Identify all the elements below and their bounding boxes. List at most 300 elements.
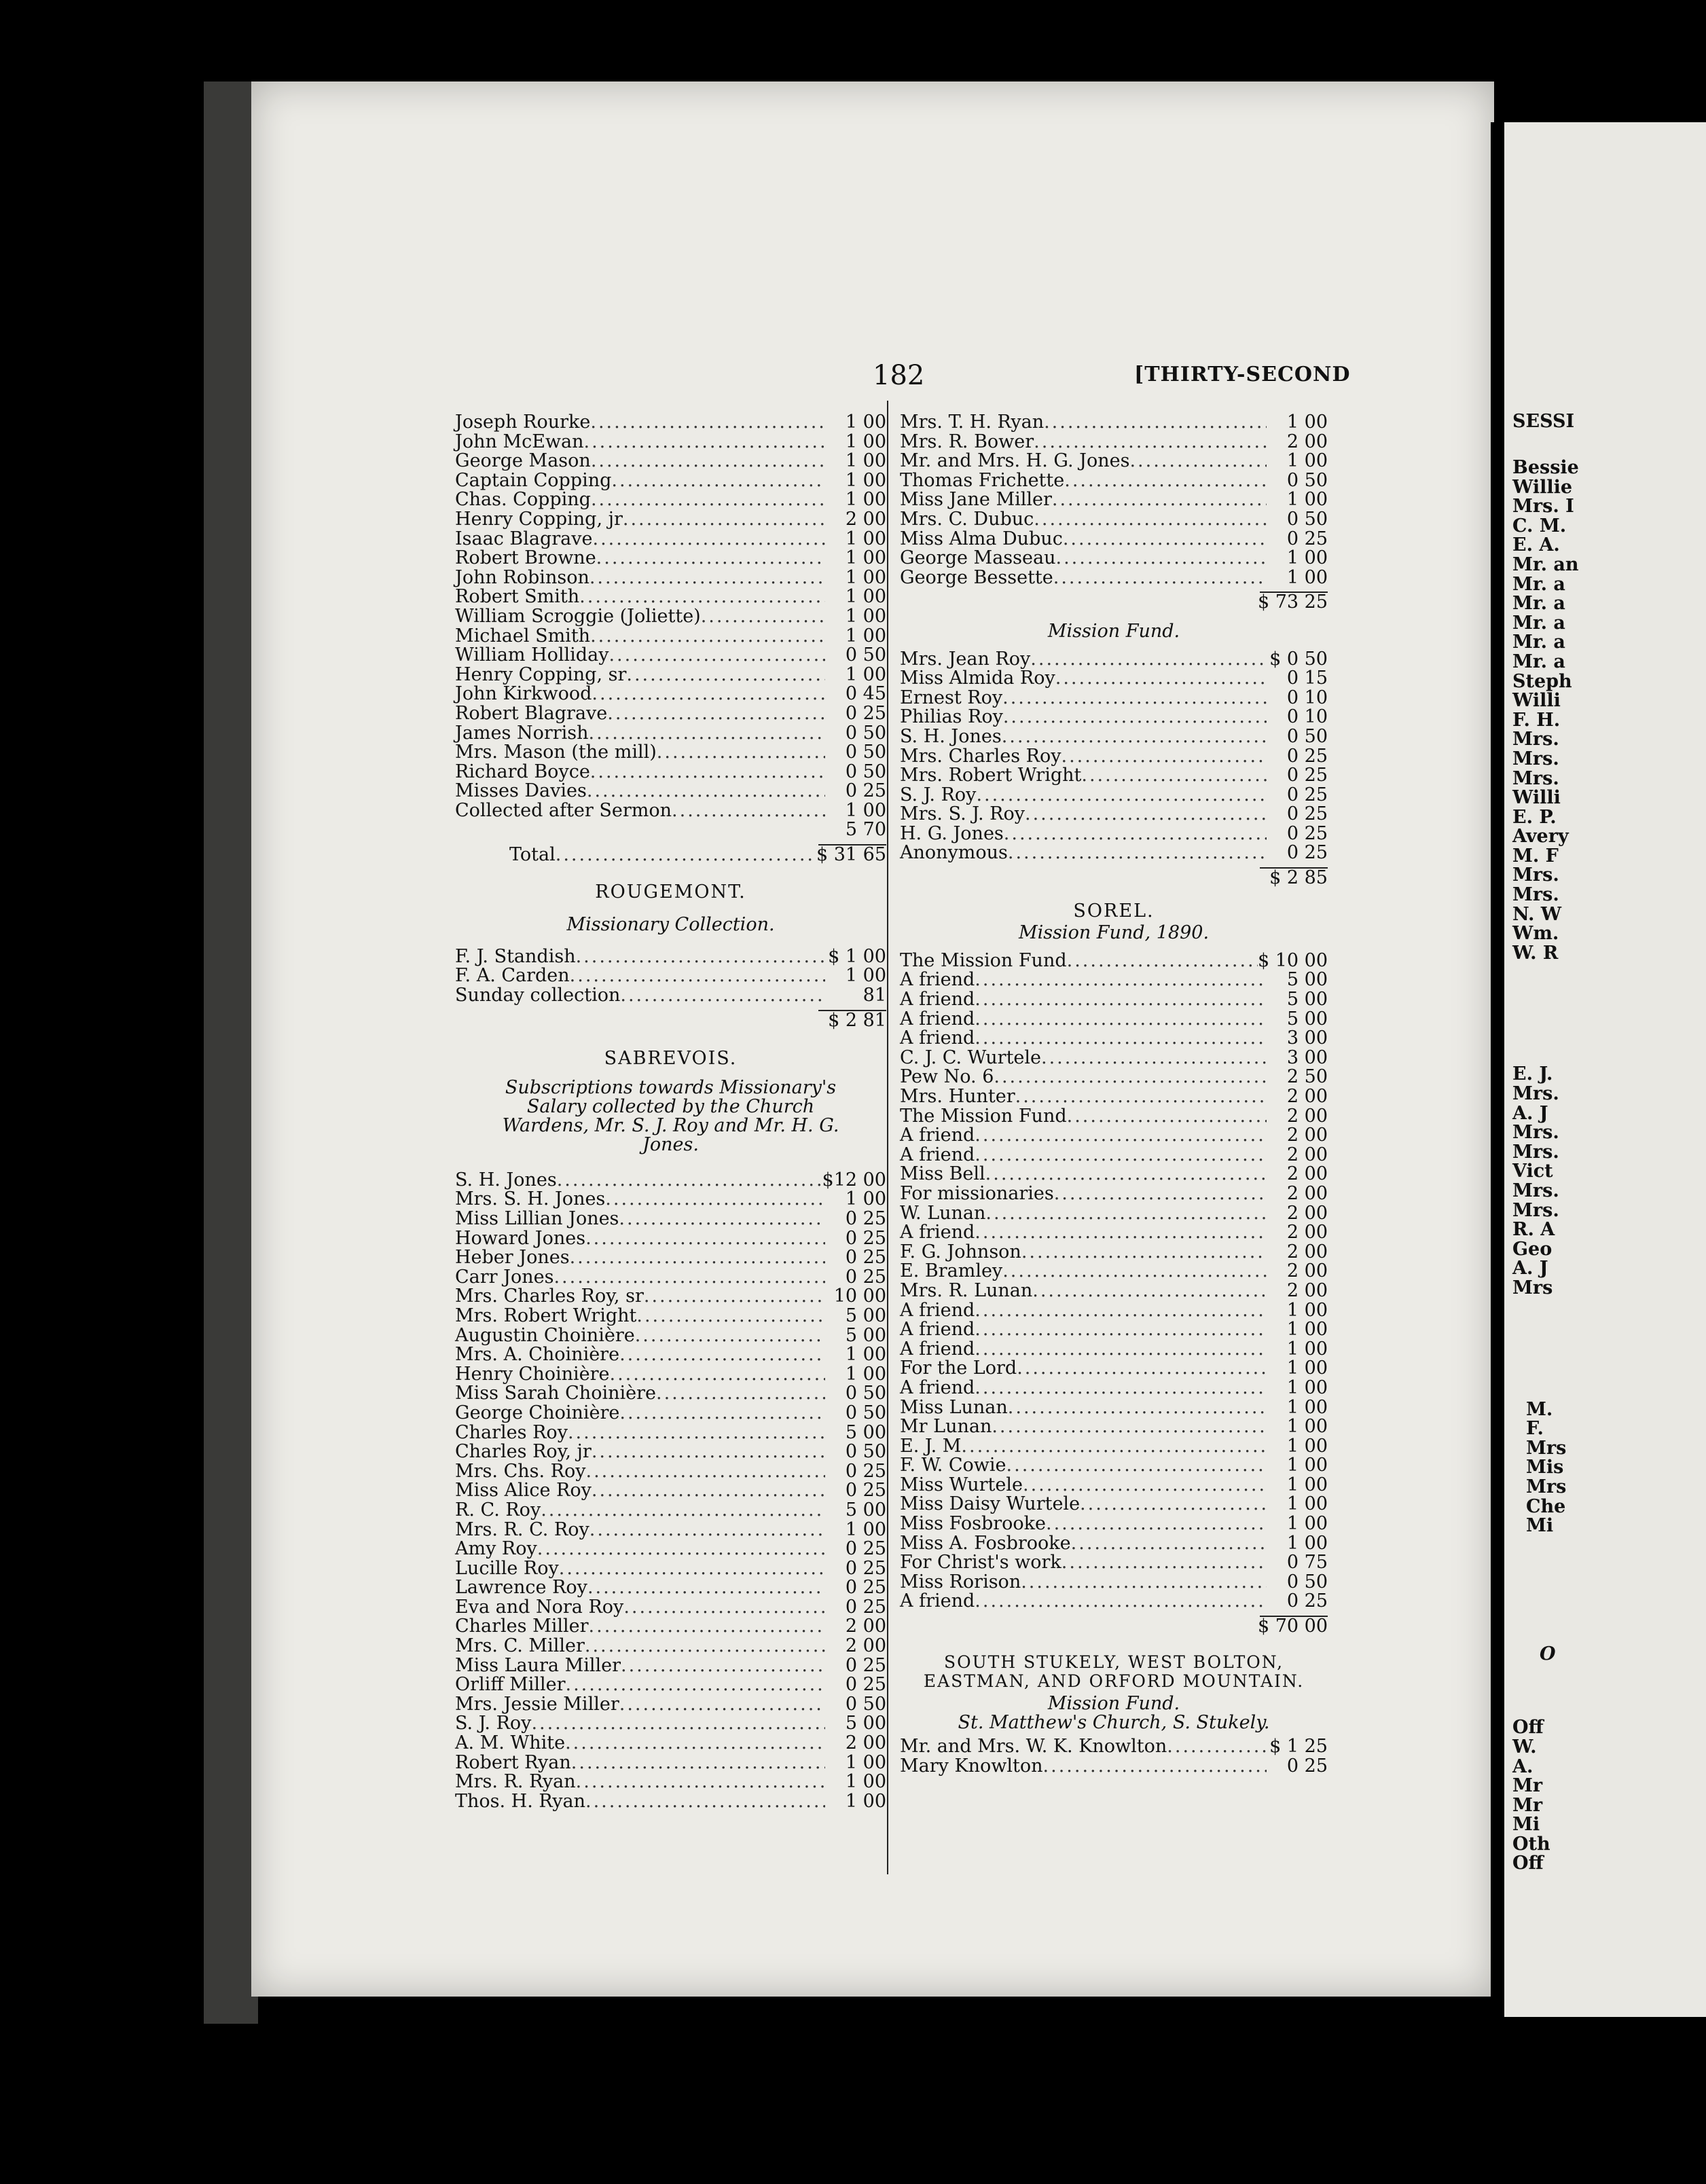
list-item bbox=[455, 1675, 886, 1695]
donor-name: Mr. and Mrs. W. K. Knowlton bbox=[900, 1736, 1167, 1757]
donation-amount: 0 25 bbox=[845, 1480, 886, 1502]
donor-name: Lucille Roy bbox=[455, 1557, 559, 1579]
list-item bbox=[455, 1695, 886, 1715]
donor-name: William Scroggie (Joliette) bbox=[455, 605, 701, 627]
donor-name: The Mission Fund bbox=[900, 949, 1067, 971]
donor-list-1 bbox=[455, 413, 886, 840]
list-item bbox=[900, 669, 1328, 689]
facing-fragment: Mr bbox=[1512, 1775, 1543, 1797]
list-item bbox=[900, 1087, 1328, 1107]
donor-name: Robert Smith bbox=[455, 586, 580, 608]
sabrevois-list bbox=[455, 1171, 886, 1812]
list-item bbox=[900, 1340, 1328, 1360]
facing-fragment: R. A bbox=[1512, 1219, 1555, 1241]
list-item bbox=[455, 1442, 886, 1462]
mission-fund-heading: Mission Fund. bbox=[1047, 620, 1180, 642]
donor-name: Augustin Choinière bbox=[455, 1324, 635, 1346]
donation-amount: 1 00 bbox=[1286, 1377, 1328, 1398]
column-divider bbox=[887, 401, 888, 1874]
donation-amount: $ 1 25 bbox=[1269, 1736, 1328, 1757]
list-item bbox=[455, 724, 886, 744]
mission-fund-list bbox=[900, 650, 1328, 864]
donor-name: The Mission Fund bbox=[900, 1105, 1067, 1127]
donation-amount: 5 00 bbox=[845, 1324, 886, 1346]
donor-name: Miss Fosbrooke bbox=[900, 1513, 1046, 1535]
donation-amount: 1 00 bbox=[1286, 1435, 1328, 1457]
donor-name: A friend bbox=[900, 1008, 975, 1030]
facing-fragment: Mrs. bbox=[1512, 864, 1559, 886]
list-item bbox=[900, 1010, 1328, 1030]
list-item bbox=[900, 689, 1328, 708]
donation-amount: $ 1 00 bbox=[828, 945, 886, 967]
donor-name: Miss Wurtele bbox=[900, 1474, 1023, 1495]
list-item bbox=[900, 1107, 1328, 1127]
list-item bbox=[455, 782, 886, 801]
list-item bbox=[900, 843, 1328, 863]
donation-amount: 0 25 bbox=[1286, 803, 1328, 825]
list-item bbox=[455, 1753, 886, 1773]
donor-name: Misses Davies bbox=[455, 780, 587, 802]
list-item bbox=[900, 1320, 1328, 1340]
facing-fragment: Mr. a bbox=[1512, 651, 1565, 672]
donation-amount: 0 25 bbox=[845, 1577, 886, 1599]
page-number: 182 bbox=[873, 360, 925, 391]
list-item bbox=[455, 1365, 886, 1385]
list-item bbox=[455, 413, 886, 433]
list-item bbox=[455, 1714, 886, 1734]
sorel-heading: SOREL. bbox=[1073, 900, 1155, 922]
donation-amount: 0 50 bbox=[845, 644, 886, 666]
donor-name: For missionaries bbox=[900, 1182, 1054, 1204]
list-item bbox=[455, 471, 886, 491]
list-item bbox=[455, 820, 886, 840]
facing-fragment: F. bbox=[1526, 1418, 1544, 1440]
list-item bbox=[900, 1262, 1328, 1281]
list-item bbox=[455, 663, 886, 685]
sabrevois-subheading: Subscriptions towards Missionary's Salary collected by the Church Wardens, Mr. S. J. Roy and Mr. H. G. Jones. bbox=[502, 1076, 839, 1155]
facing-fragment: Off bbox=[1512, 1717, 1544, 1739]
donor-name: Mrs. Chs. Roy bbox=[455, 1460, 586, 1482]
facing-fragment: A. J bbox=[1512, 1102, 1548, 1124]
donation-amount: 0 50 bbox=[845, 761, 886, 782]
facing-fragment: Willi bbox=[1512, 787, 1561, 809]
list-item bbox=[900, 824, 1328, 844]
total-row bbox=[455, 845, 886, 865]
list-item bbox=[900, 1204, 1328, 1224]
donor-name: Charles Roy, jr bbox=[455, 1441, 592, 1463]
facing-fragment: Mr. a bbox=[1512, 612, 1565, 634]
donor-name: R. C. Roy bbox=[455, 1499, 541, 1521]
list-item bbox=[455, 1268, 886, 1288]
donor-name: Miss Daisy Wurtele bbox=[900, 1493, 1081, 1515]
donation-amount: 2 00 bbox=[1286, 431, 1328, 452]
list-item bbox=[455, 568, 886, 588]
donation-amount: 1 00 bbox=[1286, 547, 1328, 569]
list-item bbox=[900, 1737, 1328, 1757]
donation-amount: 0 25 bbox=[1286, 1755, 1328, 1777]
donor-name: Miss Sarah Choinière bbox=[455, 1383, 656, 1404]
list-item bbox=[900, 727, 1328, 747]
donation-amount: 0 25 bbox=[845, 1208, 886, 1229]
donor-name: Isaac Blagrave bbox=[455, 528, 593, 549]
donor-name: William Holliday bbox=[455, 644, 609, 666]
facing-fragment: Mrs. bbox=[1512, 1199, 1559, 1221]
donor-name: Mrs. R. C. Roy bbox=[455, 1518, 589, 1540]
facing-fragment: Avery bbox=[1512, 826, 1569, 848]
list-item bbox=[900, 747, 1328, 767]
donation-amount: 1 00 bbox=[845, 625, 886, 647]
list-item bbox=[455, 685, 886, 704]
list-item bbox=[455, 947, 886, 967]
list-item bbox=[455, 1637, 886, 1656]
list-item bbox=[900, 1592, 1328, 1612]
stukely-list bbox=[900, 1737, 1328, 1776]
donation-amount: 5 00 bbox=[845, 1499, 886, 1521]
donation-amount: 2 00 bbox=[1286, 1086, 1328, 1107]
list-item bbox=[900, 766, 1328, 786]
donation-amount: 1 00 bbox=[1286, 566, 1328, 588]
facing-fragment: Geo bbox=[1512, 1238, 1553, 1260]
donor-name: Collected after Sermon bbox=[455, 799, 672, 821]
donor-name: Captain Copping bbox=[455, 469, 612, 491]
list-item bbox=[455, 1423, 886, 1443]
donation-amount: 1 00 bbox=[845, 1518, 886, 1540]
list-item bbox=[455, 1287, 886, 1307]
list-item bbox=[900, 568, 1328, 588]
list-item bbox=[455, 801, 886, 821]
donation-amount: 1 00 bbox=[845, 965, 886, 987]
donor-name: Mrs. Robert Wright bbox=[455, 1305, 637, 1326]
donor-name: Charles Roy bbox=[455, 1421, 568, 1443]
list-item bbox=[900, 1495, 1328, 1514]
donor-name: Mr. and Mrs. H. G. Jones bbox=[900, 450, 1130, 472]
donation-amount: 2 00 bbox=[1286, 1163, 1328, 1185]
donor-name: A friend bbox=[900, 1222, 975, 1243]
list-item bbox=[900, 471, 1328, 491]
facing-running-head: SESSI bbox=[1512, 411, 1575, 432]
facing-fragment: Mrs bbox=[1512, 1277, 1553, 1298]
donor-name: Miss Alice Roy bbox=[455, 1480, 592, 1502]
donation-amount: 2 50 bbox=[1286, 1066, 1328, 1088]
list-item bbox=[900, 1046, 1328, 1068]
donor-name: S. J. Roy bbox=[900, 784, 977, 805]
donor-name: Mrs. Charles Roy bbox=[900, 745, 1061, 767]
donation-amount: 1 00 bbox=[845, 1751, 886, 1773]
donation-amount: 1 00 bbox=[845, 1790, 886, 1812]
facing-fragment: Mr bbox=[1512, 1794, 1543, 1816]
donor-name: John Robinson bbox=[455, 566, 589, 588]
donor-name: Robert Blagrave bbox=[455, 702, 608, 724]
donation-amount: 0 50 bbox=[845, 742, 886, 763]
donation-amount: 0 25 bbox=[845, 780, 886, 802]
list-item bbox=[455, 1559, 886, 1579]
facing-fragment: Mrs. bbox=[1512, 729, 1559, 750]
list-item bbox=[455, 1656, 886, 1676]
list-item bbox=[900, 510, 1328, 530]
donor-name: Sunday collection bbox=[455, 985, 621, 1006]
donation-amount: 2 00 bbox=[1286, 1241, 1328, 1262]
donor-name: Miss Rorison bbox=[900, 1571, 1021, 1592]
facing-fragment: Mrs. bbox=[1512, 1180, 1559, 1201]
list-item bbox=[455, 763, 886, 782]
list-item bbox=[900, 970, 1328, 990]
donor-name: A. M. White bbox=[455, 1732, 566, 1754]
list-item bbox=[900, 1243, 1328, 1262]
facing-fragment: W. bbox=[1512, 1736, 1537, 1758]
donor-name: Mrs. Hunter bbox=[900, 1086, 1015, 1107]
donation-amount: 2 00 bbox=[845, 1732, 886, 1754]
facing-fragment: Vict bbox=[1512, 1161, 1553, 1182]
list-item bbox=[455, 1248, 886, 1268]
list-item bbox=[455, 1404, 886, 1423]
donation-amount: 2 00 bbox=[1286, 1182, 1328, 1204]
facing-fragment: N. W bbox=[1512, 903, 1562, 925]
donor-name: Mrs. Mason (the mill) bbox=[455, 742, 657, 763]
list-item bbox=[455, 1734, 886, 1753]
donor-name: George Masseau bbox=[900, 547, 1056, 569]
donor-name: Mrs. R. Lunan bbox=[900, 1279, 1033, 1301]
donation-amount: 0 25 bbox=[845, 702, 886, 724]
donor-name: A friend bbox=[900, 969, 975, 991]
donation-amount: 0 75 bbox=[1286, 1552, 1328, 1573]
donation-amount: 1 00 bbox=[845, 412, 886, 433]
donation-amount: 0 50 bbox=[1286, 508, 1328, 530]
list-item bbox=[455, 549, 886, 568]
list-item bbox=[455, 1481, 886, 1501]
donation-amount: 5 70 bbox=[845, 819, 886, 841]
list-total-row bbox=[900, 593, 1328, 613]
donation-amount: 5 00 bbox=[845, 1713, 886, 1734]
donor-name: Mr Lunan bbox=[900, 1416, 992, 1438]
total-amount: $ 31 65 bbox=[816, 844, 886, 866]
stukely-heading: SOUTH STUKELY, WEST BOLTON, EASTMAN, AND ORFORD MOUNTAIN. bbox=[923, 1652, 1305, 1692]
list-item bbox=[455, 704, 886, 724]
donor-name: A friend bbox=[900, 1299, 975, 1321]
donor-list-continued bbox=[900, 413, 1328, 587]
donation-amount: 0 25 bbox=[1286, 528, 1328, 549]
donation-amount: 1 00 bbox=[1286, 1455, 1328, 1476]
donor-name: Amy Roy bbox=[455, 1538, 537, 1560]
donation-amount: 1 00 bbox=[1286, 1319, 1328, 1341]
list-item bbox=[900, 413, 1328, 433]
donation-amount: $12 00 bbox=[822, 1169, 886, 1190]
list-item bbox=[900, 433, 1328, 452]
facing-fragment: Bessie bbox=[1512, 457, 1579, 478]
donation-amount: $ 10 00 bbox=[1257, 949, 1328, 971]
donation-amount: 5 00 bbox=[1286, 1008, 1328, 1030]
facing-fragment: Mrs. bbox=[1512, 884, 1559, 906]
donor-name: Mrs. S. J. Roy bbox=[900, 803, 1026, 825]
list-item bbox=[900, 708, 1328, 727]
donor-name: For Christ's work bbox=[900, 1552, 1061, 1573]
donor-name: Mrs. S. H. Jones bbox=[455, 1188, 606, 1210]
book-page bbox=[251, 81, 1494, 1997]
donation-amount: 2 00 bbox=[1286, 1144, 1328, 1165]
list-item bbox=[900, 1379, 1328, 1398]
donation-amount: 1 00 bbox=[1286, 1299, 1328, 1321]
donation-amount: 1 00 bbox=[845, 663, 886, 685]
donation-amount: 0 25 bbox=[845, 1227, 886, 1249]
donation-amount: 0 25 bbox=[1286, 765, 1328, 786]
list-item bbox=[900, 1573, 1328, 1592]
list-item bbox=[455, 587, 886, 607]
donor-name: Mrs. R. Bower bbox=[900, 431, 1034, 452]
facing-fragment: F. H. bbox=[1512, 709, 1561, 731]
donor-name: A friend bbox=[900, 1144, 975, 1165]
mission-total: $ 2 85 bbox=[1269, 867, 1328, 889]
donor-name: A friend bbox=[900, 1125, 975, 1146]
donor-name: Chas. Copping bbox=[455, 489, 591, 511]
list-item bbox=[900, 786, 1328, 805]
donor-name: Henry Copping, jr bbox=[455, 508, 623, 530]
donor-name: George Mason bbox=[455, 450, 591, 472]
donation-amount: 0 25 bbox=[845, 1596, 886, 1618]
donor-name: F. G. Johnson bbox=[900, 1241, 1021, 1262]
list-item bbox=[900, 1398, 1328, 1418]
facing-fragment: Mrs. bbox=[1512, 1122, 1559, 1144]
donation-amount: 1 00 bbox=[845, 469, 886, 491]
donor-name: Miss Lillian Jones bbox=[455, 1208, 619, 1229]
donation-amount: 2 00 bbox=[1286, 1279, 1328, 1301]
donation-amount: 1 00 bbox=[845, 1188, 886, 1210]
stukely-subheading: Mission Fund. bbox=[1047, 1692, 1180, 1714]
list-item bbox=[900, 452, 1328, 471]
donation-amount: 1 00 bbox=[1286, 1416, 1328, 1438]
list-item bbox=[455, 1501, 886, 1521]
donor-name: A friend bbox=[900, 989, 975, 1011]
donor-name: Ernest Roy bbox=[900, 687, 1003, 708]
donor-name: S. H. Jones bbox=[455, 1169, 557, 1190]
donor-name: Mrs. Jean Roy bbox=[900, 648, 1031, 670]
donor-name: Lawrence Roy bbox=[455, 1577, 587, 1599]
donation-amount: 0 50 bbox=[845, 1402, 886, 1423]
facing-fragment: Mrs. bbox=[1512, 767, 1559, 789]
donation-amount: 0 25 bbox=[845, 1674, 886, 1696]
donor-name: A friend bbox=[900, 1319, 975, 1341]
list-item bbox=[455, 1326, 886, 1346]
donor-name: Howard Jones bbox=[455, 1227, 586, 1249]
facing-fragment: E. P. bbox=[1512, 806, 1557, 828]
list-item bbox=[900, 1146, 1328, 1165]
donor-name: A friend bbox=[900, 1338, 975, 1360]
facing-fragment: Mrs. bbox=[1512, 1083, 1559, 1105]
donation-amount: 1 00 bbox=[845, 1344, 886, 1366]
list-item bbox=[455, 1617, 886, 1637]
donation-amount: 2 00 bbox=[1286, 1222, 1328, 1243]
list-item bbox=[455, 1384, 886, 1404]
donor-name: Michael Smith bbox=[455, 625, 591, 647]
list-item bbox=[455, 490, 886, 510]
donor-name: Miss Laura Miller bbox=[455, 1654, 621, 1676]
facing-fragment-block-4 bbox=[1512, 1645, 1579, 1664]
donation-amount: 0 25 bbox=[845, 1654, 886, 1676]
list-item bbox=[900, 951, 1328, 971]
rougemont-subheading: Missionary Collection. bbox=[566, 914, 775, 936]
list-item bbox=[900, 490, 1328, 510]
donation-amount: 0 25 bbox=[1286, 745, 1328, 767]
donation-amount: 2 00 bbox=[1286, 1105, 1328, 1127]
donation-amount: 1 00 bbox=[845, 489, 886, 511]
page-gutter bbox=[1491, 122, 1506, 2017]
donor-name: E. Bramley bbox=[900, 1260, 1003, 1282]
facing-fragment: Off bbox=[1512, 1853, 1544, 1874]
facing-fragment: A. bbox=[1512, 1755, 1533, 1777]
donor-name: Richard Boyce bbox=[455, 761, 590, 782]
donation-amount: 2 00 bbox=[1286, 1202, 1328, 1224]
list-item bbox=[900, 1514, 1328, 1534]
donation-amount: 0 25 bbox=[1286, 842, 1328, 864]
donor-name: George Bessette bbox=[900, 566, 1053, 588]
donor-name: Mrs. Charles Roy, sr bbox=[455, 1286, 644, 1307]
facing-page bbox=[1504, 122, 1706, 2017]
donor-name: F. W. Cowie bbox=[900, 1455, 1006, 1476]
facing-fragment: Mrs bbox=[1526, 1437, 1567, 1459]
donor-name: Robert Ryan bbox=[455, 1751, 571, 1773]
donor-name: Mrs. T. H. Ryan bbox=[900, 412, 1045, 433]
donation-amount: 5 00 bbox=[845, 1305, 886, 1326]
donor-name: Carr Jones bbox=[455, 1266, 554, 1288]
list-item bbox=[455, 1540, 886, 1559]
donor-name: Eva and Nora Roy bbox=[455, 1596, 624, 1618]
donation-amount: 5 00 bbox=[1286, 969, 1328, 991]
list-item bbox=[900, 990, 1328, 1010]
donor-name: Orliff Miller bbox=[455, 1674, 566, 1696]
facing-fragment: Mrs bbox=[1526, 1476, 1567, 1497]
facing-fragment: C. M. bbox=[1512, 515, 1567, 536]
donation-amount: 0 25 bbox=[1286, 1590, 1328, 1612]
donor-name: Pew No. 6 bbox=[900, 1066, 994, 1088]
donation-amount: 0 25 bbox=[845, 1247, 886, 1269]
total-label: Total bbox=[509, 844, 556, 866]
donation-amount: 2 00 bbox=[845, 1616, 886, 1637]
donation-amount: 1 00 bbox=[845, 1771, 886, 1793]
facing-fragment: M. bbox=[1526, 1398, 1553, 1420]
donor-name: Charles Miller bbox=[455, 1616, 589, 1637]
list-item bbox=[455, 530, 886, 549]
list-item bbox=[455, 1598, 886, 1618]
list-item bbox=[455, 1190, 886, 1209]
list-item bbox=[900, 1301, 1328, 1321]
running-head: [THIRTY-SECOND bbox=[1134, 363, 1351, 386]
list-item bbox=[900, 1165, 1328, 1184]
facing-fragment: Willi bbox=[1512, 690, 1561, 712]
donor-name: John Kirkwood bbox=[455, 683, 592, 705]
rougemont-heading: ROUGEMONT. bbox=[595, 881, 746, 903]
list-item bbox=[455, 607, 886, 627]
donation-amount: 2 00 bbox=[1286, 1125, 1328, 1146]
sorel-subheading: Mission Fund, 1890. bbox=[1018, 922, 1210, 944]
list-item bbox=[455, 1462, 886, 1482]
donation-amount: 0 50 bbox=[1286, 1571, 1328, 1592]
list-item bbox=[455, 743, 886, 763]
donor-name: Thomas Frichette bbox=[900, 469, 1065, 491]
facing-fragment: O bbox=[1540, 1643, 1556, 1664]
list-item bbox=[900, 530, 1328, 549]
facing-fragment: W. R bbox=[1512, 942, 1559, 964]
facing-fragment: Oth bbox=[1512, 1833, 1550, 1855]
facing-fragment-block-1 bbox=[1512, 458, 1579, 963]
donor-name: Mrs. Jessie Miller bbox=[455, 1693, 619, 1715]
donation-amount: 10 00 bbox=[833, 1286, 886, 1307]
donor-name: Miss Almida Roy bbox=[900, 668, 1055, 689]
donation-amount: 0 25 bbox=[845, 1460, 886, 1482]
rougemont-list bbox=[455, 947, 886, 1006]
donation-amount: 1 00 bbox=[1286, 1513, 1328, 1535]
donor-name: C. J. C. Wurtele bbox=[900, 1046, 1042, 1068]
donation-amount: 1 00 bbox=[1286, 1358, 1328, 1379]
donation-amount: 1 00 bbox=[1286, 1338, 1328, 1360]
list-item bbox=[455, 627, 886, 647]
